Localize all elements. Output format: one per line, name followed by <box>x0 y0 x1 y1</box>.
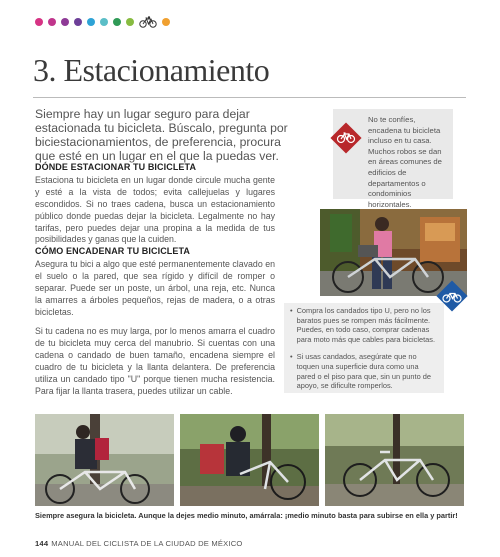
bullet: • <box>290 306 293 315</box>
photo-strip <box>35 414 466 506</box>
page-number: 144 <box>35 539 49 548</box>
color-dot <box>35 18 43 26</box>
color-dot <box>126 18 134 26</box>
section-body: Si tu cadena no es muy larga, por lo menos amarra el cuadro de tu bicicleta muy cerca del manubrio. Si cuentas con una cadena o candado de buen tamaño, encadena siempre el cuadro de tu bicicleta y la llanta delantera. De preferencia utiliza un candado tipo "U" porque tienen mucha resistencia. Para fijar la llanta trasera, puedes utilizar un cable. <box>35 326 275 396</box>
section-where-to-park <box>35 162 275 246</box>
color-dot <box>162 18 170 26</box>
photo-man-with-bike <box>35 414 174 506</box>
color-dot <box>74 18 82 26</box>
bicycle-icon <box>139 16 157 28</box>
photo-woman-locking-bike <box>320 209 467 296</box>
section-body: Estaciona tu bicicleta en un lugar donde circule mucha gente y esté a la vista de todos; evita callejuelas y lugares escondidos. Si no traes cadena, busca un estacionamiento público donde puedas dejar la bicicleta. Legalmente no hay tarifas, pero puedes dejar una propina a la medida de tus posibilidades y ganas que la cuiden. <box>35 174 275 245</box>
bullet: • <box>290 352 293 362</box>
page-footer <box>35 539 243 548</box>
section-heading: CÓMO ENCADENAR TU BICICLETA <box>35 246 191 256</box>
tip-item <box>290 352 438 390</box>
color-dot <box>48 18 56 26</box>
footer-text: MANUAL DEL CICLISTA DE LA CIUDAD DE MÉXICO <box>51 539 243 548</box>
tip-box-locks <box>284 303 444 393</box>
bicycle-icon <box>336 130 356 144</box>
photo-locked-bike <box>325 414 464 506</box>
intro-paragraph: Siempre hay un lugar seguro para dejar estacionada tu bicicleta. Búscalo, pregunta por biciestacionamientos, de preferencia, procura que esté en un lugar en el que la puedas ver. <box>35 107 288 163</box>
tip-text: Si usas candados, asegúrate que no toquen una superficie dura como una pared o el piso para que, sin un punto de apoyo, se dificulte romperlos. <box>296 352 431 391</box>
tip-text: No te confíes, encadena tu bicicleta incluso en tu casa. Muchos robos se dan en áreas comunes de edificios de departamentos o condominios horizontales. <box>368 115 442 209</box>
color-dot <box>87 18 95 26</box>
photo-locking-frame <box>180 414 319 506</box>
tip-item <box>290 306 438 344</box>
tip-box-warning <box>333 109 453 209</box>
bicycle-icon <box>441 290 463 303</box>
title-divider <box>33 97 466 98</box>
tip-text: Compra los candados tipo U, pero no los baratos pues se rompen más fácilmente. Puedes, en todo caso, comprar cadenas para moto más que cables para bicicletas. <box>296 306 436 344</box>
photo-caption: Siempre asegura la bicicleta. Aunque la dejes medio minuto, amárrala: ¡medio minuto basta para subirse en ella y partir! <box>35 511 458 520</box>
section-body: Asegura tu bici a algo que esté permanentemente clavado en el suelo o la pared, que sea rígido y difícil de romper o separar. Puede ser un poste, un árbol, una reja, etc. Nunca la amarres a árboles pequeños, rejas de madera, o a otras bicicletas. <box>35 258 275 317</box>
color-dots <box>35 15 170 29</box>
color-dot <box>113 18 121 26</box>
page-title: 3. Estacionamiento <box>33 52 270 88</box>
color-dot <box>61 18 69 26</box>
section-heading: DÓNDE ESTACIONAR TU BICICLETA <box>35 162 197 172</box>
color-dot <box>100 18 108 26</box>
section-how-to-lock <box>35 246 275 398</box>
